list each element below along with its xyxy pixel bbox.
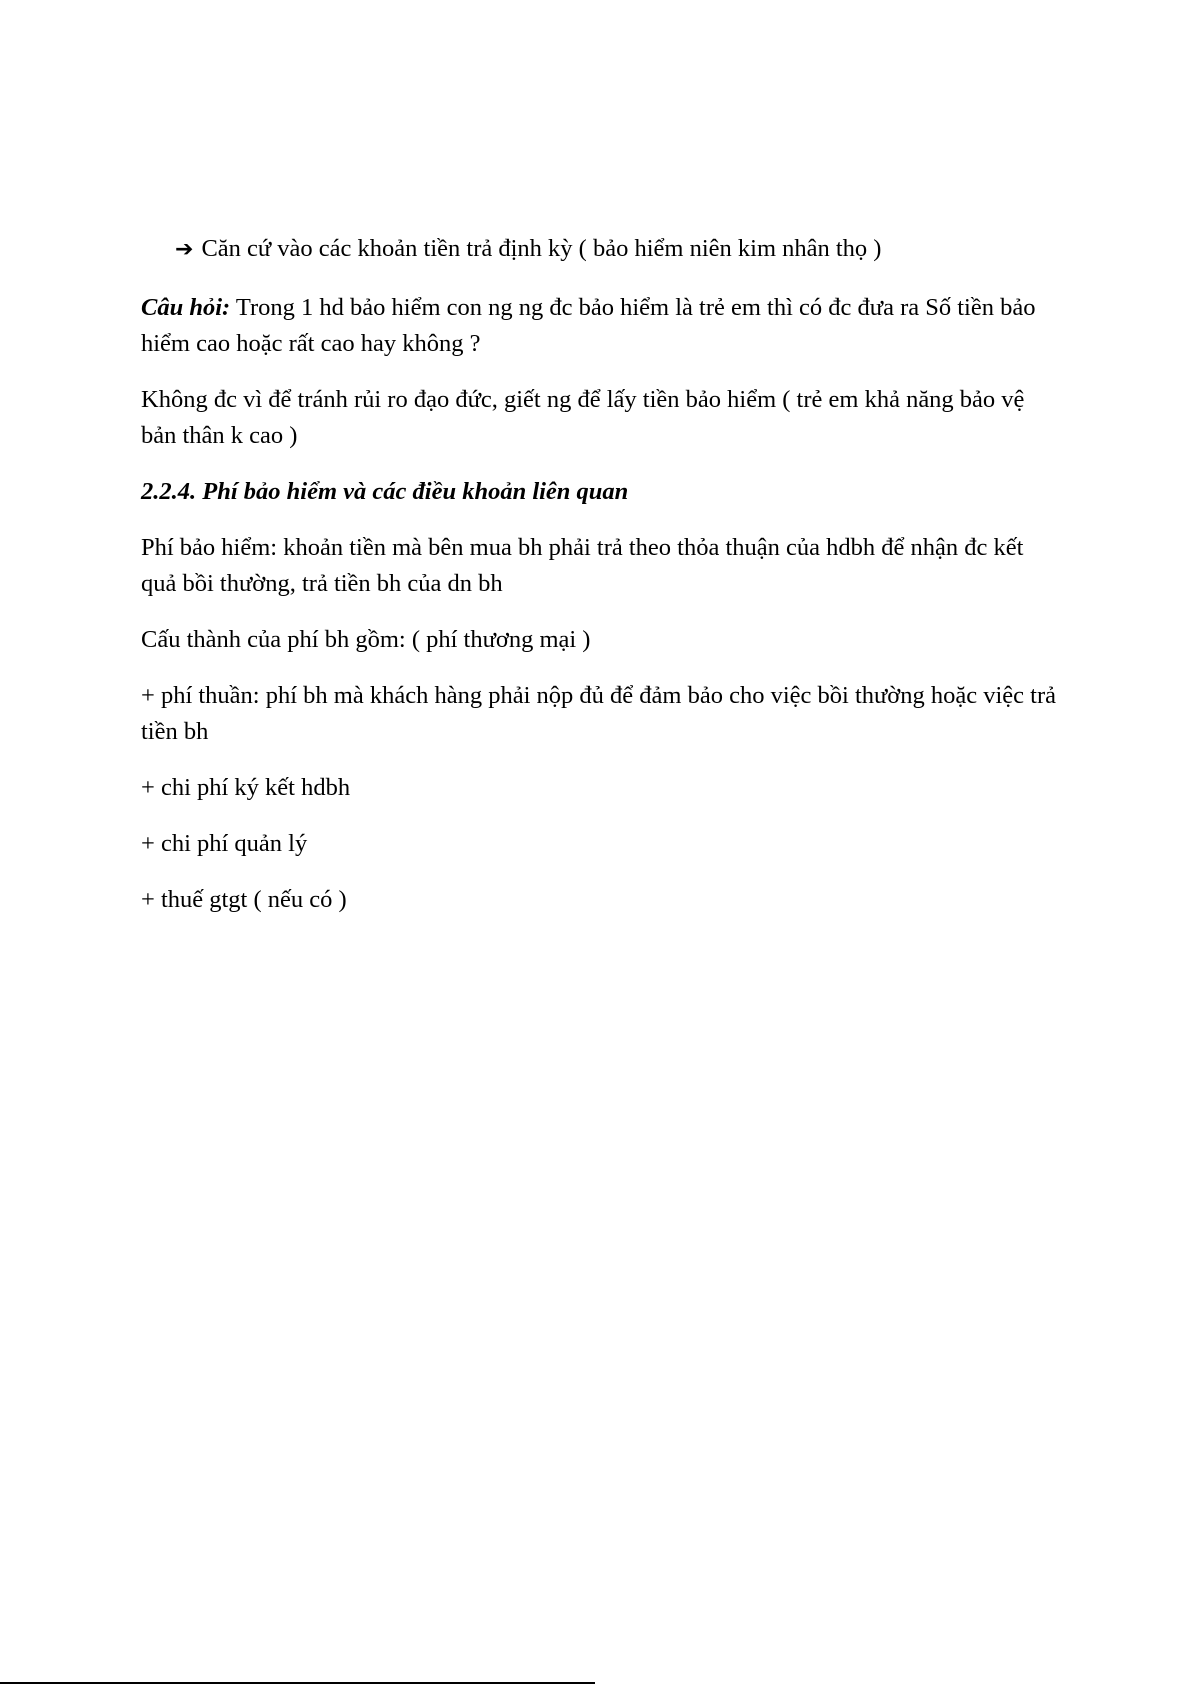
composition-paragraph: Cấu thành của phí bh gồm: ( phí thương mại ) [141,626,591,653]
list-item: + chi phí quản lý [141,830,308,857]
footer-divider [0,1682,595,1684]
arrow-bullet-text: Căn cứ vào các khoản tiền trả định kỳ ( bảo hiểm niên kim nhân thọ ) [201,235,882,262]
list-item: + chi phí ký kết hdbh [141,774,351,801]
section-heading: 2.2.4. Phí bảo hiểm và các điều khoản liên quan [141,478,629,505]
list-item: + thuế gtgt ( nếu có ) [141,886,347,913]
question-text: Trong 1 hd bảo hiểm con ng ng đc bảo hiểm là trẻ em thì có đc đưa ra Số tiền bảo hiểm cao hoặc rất cao hay không ? [141,294,1036,357]
definition-paragraph: Phí bảo hiểm: khoản tiền mà bên mua bh phải trả theo thỏa thuận của hdbh để nhận đc kết quả bồi thường, trả tiền bh của dn bh [141,534,1024,597]
answer-paragraph: Không đc vì để tránh rủi ro đạo đức, giết ng để lấy tiền bảo hiểm ( trẻ em khả năng bảo vệ bản thân k cao ) [141,386,1025,449]
question-label: Câu hỏi: [141,294,231,321]
question-paragraph [141,290,1061,362]
right-arrow-icon: ➔ [175,237,194,262]
list-item: + phí thuần: phí bh mà khách hàng phải nộp đủ để đảm bảo cho việc bồi thường hoặc việc trả tiền bh [141,682,1057,745]
document-page [141,231,1061,938]
arrow-bullet-line [141,231,1061,268]
